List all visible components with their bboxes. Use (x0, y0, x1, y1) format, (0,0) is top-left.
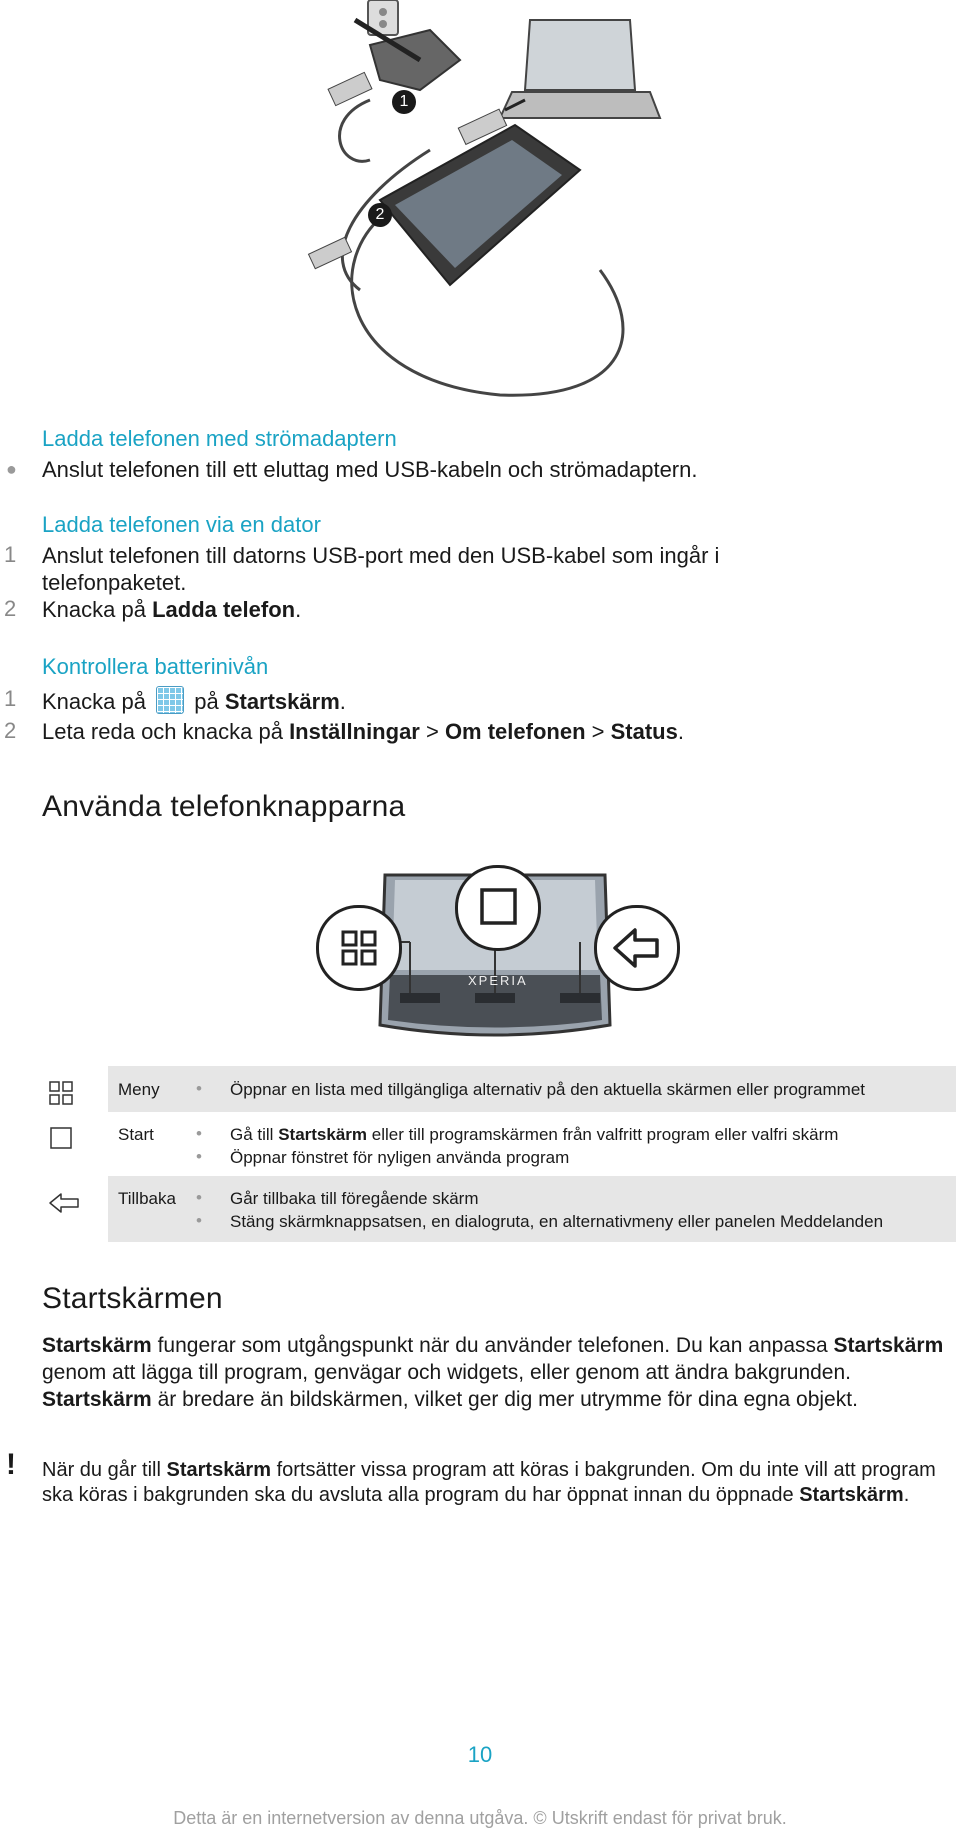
text: . (339, 689, 346, 714)
pc-step-1-line2: telefonpaketet. (42, 570, 187, 595)
startskarm-label: Startskärm (833, 1334, 944, 1357)
row-name: Tillbaka (118, 1189, 176, 1208)
step-number: 2 (4, 596, 17, 621)
text: Gå till (230, 1125, 279, 1144)
phone-buttons-illustration (310, 860, 680, 1040)
om-telefonen-label: Om telefonen (444, 719, 586, 744)
text: Knacka på (42, 597, 153, 622)
table-row (108, 1066, 956, 1112)
text: fungerar som utgångspunkt när du använder telefonen. Du kan anpassa (151, 1334, 834, 1357)
app-grid-icon (156, 686, 184, 714)
home-screen-note (42, 1458, 952, 1507)
bullet: • (196, 1124, 202, 1143)
charging-illustration (300, 0, 700, 400)
text: är bredare än bildskärmen, vilket ger dig mer utrymme för dina egna objekt. (151, 1388, 858, 1411)
row-text: Stäng skärmknappsatsen, en dialogruta, en alternativmeny eller panelen Meddelanden (230, 1212, 884, 1231)
text: Knacka på (42, 689, 146, 714)
callout-1: 1 (392, 90, 416, 114)
text: Leta reda och knacka på (42, 719, 290, 744)
startskarm-label: Startskärm (224, 689, 340, 714)
text: genom att lägga till program, genvägar och widgets, eller genom att ändra bakgrunden. (42, 1361, 851, 1384)
separator: > (585, 719, 611, 744)
text: . (677, 719, 684, 744)
back-callout (594, 905, 680, 991)
row-text: Öppnar en lista med tillgängliga alternativ på den aktuella skärmen eller programmet (230, 1080, 866, 1099)
installningar-label: Inställningar (289, 719, 420, 744)
wall-charging-step (6, 456, 698, 483)
footer-text: Detta är en internetversion av denna utgåva. © Utskrift endast för privat bruk. (173, 1808, 787, 1828)
pc-step-1-line1: Anslut telefonen till datorns USB-port med den USB-kabel som ingår i (42, 543, 720, 568)
text: eller till programskärmen från valfritt program eller valfri skärm (367, 1125, 839, 1144)
row-name: Meny (118, 1080, 160, 1099)
pc-charging-heading: Ladda telefonen via en dator (42, 512, 321, 537)
table-row (108, 1176, 956, 1242)
bullet: • (196, 1147, 202, 1166)
back-icon (48, 1190, 80, 1221)
home-screen-heading: Startskärmen (42, 1282, 223, 1315)
bullet: • (196, 1188, 202, 1207)
bullet: • (196, 1211, 202, 1230)
ladda-telefon-label: Ladda telefon (152, 597, 296, 622)
home-icon (458, 868, 538, 948)
step-number: 1 (4, 542, 17, 567)
home-screen-paragraph (42, 1332, 952, 1413)
text: fortsätter vissa program att köras i bakgrunden. Om du inte vill att program ska köras i bakgrunden ska du avsluta alla program du har öppnat innan du öppnade (42, 1459, 936, 1506)
wall-step-text: Anslut telefonen till ett eluttag med USB-kabeln och strömadaptern. (42, 457, 698, 482)
status-label: Status (610, 719, 678, 744)
xperia-brand: XPERIA (468, 973, 528, 988)
buttons-heading: Använda telefonknapparna (42, 790, 406, 823)
separator: > (419, 719, 445, 744)
bullet: ● (6, 459, 17, 479)
startskarm-label: Startskärm (166, 1459, 272, 1481)
warning-icon: ! (6, 1448, 16, 1481)
text: . (295, 597, 302, 622)
startskarm-label: Startskärm (278, 1125, 368, 1144)
row-text: Går tillbaka till föregående skärm (230, 1189, 479, 1208)
battery-heading: Kontrollera batterinivån (42, 654, 269, 679)
text: När du går till (42, 1459, 167, 1481)
startskarm-label: Startskärm (42, 1388, 152, 1411)
callout-2: 2 (368, 203, 392, 227)
startskarm-label: Startskärm (42, 1334, 152, 1357)
text: . (903, 1483, 910, 1506)
buttons-table (0, 1066, 960, 1242)
home-callout (455, 865, 541, 951)
menu-callout (316, 905, 402, 991)
back-icon (597, 908, 677, 988)
home-icon (48, 1125, 74, 1156)
text: på (194, 689, 225, 714)
wall-charging-heading: Ladda telefonen med strömadaptern (42, 426, 397, 451)
page-number: 10 (467, 1742, 493, 1767)
step-number: 1 (4, 686, 17, 711)
startskarm-label: Startskärm (799, 1483, 904, 1506)
menu-icon (48, 1080, 74, 1111)
step-number: 2 (4, 718, 17, 743)
menu-icon (319, 908, 399, 988)
table-row (108, 1112, 956, 1176)
bullet: • (196, 1079, 202, 1098)
row-text: Öppnar fönstret för nyligen använda program (230, 1148, 570, 1167)
row-name: Start (118, 1125, 154, 1144)
